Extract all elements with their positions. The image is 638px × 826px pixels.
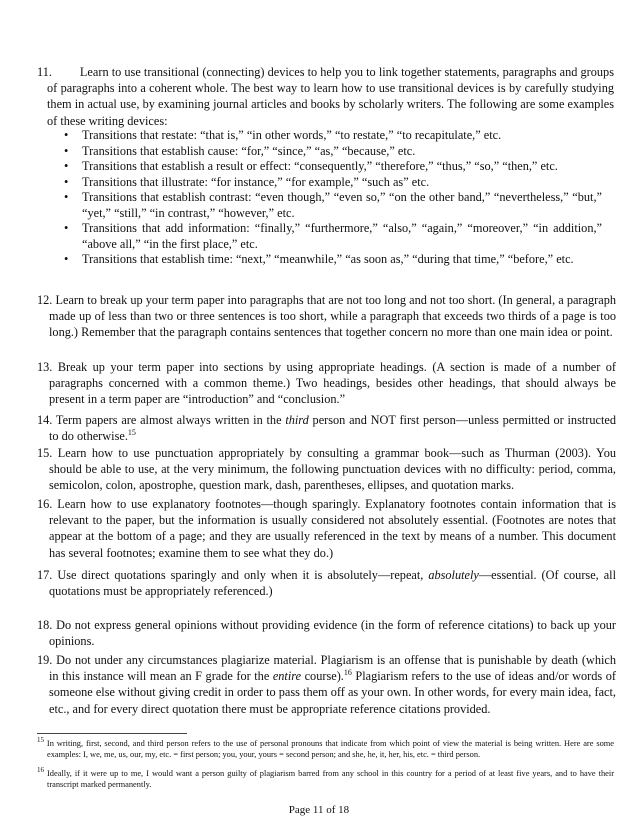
item-11	[37, 64, 614, 129]
item-12: 12. Learn to break up your term paper into paragraphs that are not too long and not too short. (In general, a paragraph made up of less than two or three sentences is too short, while a paragraph that exceeds two thirds of a page is too long.) Remember that the paragraph contains sentences that together concern no more than one main idea or point.	[37, 293, 616, 340]
item-11-number: 11.	[37, 65, 52, 79]
bullet-illustrate: • Transitions that illustrate: “for instance,” “for example,” “such as” etc.	[62, 175, 602, 191]
footnote-ref-16: 16	[343, 668, 352, 678]
item-13: 13. Break up your term paper into sections by using appropriate headings. (A section is made of a number of paragraphs concerned with a common theme.) Two headings, besides other headings, that should always be present in a term paper are “introduction” and “conclusion.”	[37, 360, 616, 407]
item-19: 19. Do not under any circumstances plagiarize material. Plagiarism is an offense that is punishable by death (which in this instance will mean an F grade for the entire course).$^{16}$ Plagiarism refers to the use of ideas and/or words of someone else without giving credit in order to pass them off as your own. In other words, for every main idea, fact, etc., and for every direct quotation there must be appropriate reference citations provided.	[37, 653, 616, 716]
bullet-cause: • Transitions that establish cause: “for,” “since,” “as,” “because,” etc.	[62, 144, 602, 160]
item-14: 14. Term papers are almost always written in the third person and NOT first person—unless permitted or instructed to do otherwise.$^{15}$	[37, 413, 617, 444]
bullet-restate: • Transitions that restate: “that is,” “in other words,” “to restate,” “to recapitulate,” etc.	[62, 128, 602, 144]
footnote-ref-15: 15	[127, 428, 136, 438]
item-11-text: Learn to use transitional (connecting) devices to help you to link together statements, paragraphs and groups of paragraphs into a coherent whole. The best way to learn how to use transitional devices is by carefully studying them in actual use, by examining journal articles and books by scholarly writers. The following are some examples of these writing devices:	[47, 65, 614, 128]
bullet-result: • Transitions that establish a result or effect: “consequently,” “therefore,” “thus,” “so,” “then,” etc.	[62, 159, 602, 175]
item-16: 16. Learn how to use explanatory footnotes—though sparingly. Explanatory footnotes contain information that is relevant to the paper, but the information is usually considered not absolutely essential. (Footnotes are notes that appear at the bottom of a page; and they are usually referenced in the text by means of a number. This document has several footnotes; examine them to see what they do.)	[37, 497, 616, 560]
transition-examples-list	[62, 128, 602, 268]
item-18: 18. Do not express general opinions without providing evidence (in the form of reference citations) to back up your opinions.	[37, 618, 616, 649]
footnote-divider	[37, 733, 187, 734]
bullet-time: • Transitions that establish time: “next,” “meanwhile,” “as soon as,” “during that time,” “before,” etc.	[62, 252, 602, 268]
bullet-contrast: • Transitions that establish contrast: “even though,” “even so,” “on the other band,” “nevertheless,” “but,” “yet,” “still,” “in contrast,” “however,” etc.	[62, 190, 602, 221]
page-number: Page 11 of 18	[288, 804, 350, 816]
footnote-16: $^{16}$ Ideally, if it were up to me, I would want a person guilty of plagiarism barred from any school in this country for a period of at least five years, and to have their transcript marked permanently.	[37, 766, 614, 789]
item-17: 17. Use direct quotations sparingly and only when it is absolutely—repeat, absolutely—essential. (Of course, all quotations must be appropriately referenced.)	[37, 568, 616, 599]
item-15: 15. Learn how to use punctuation appropriately by consulting a grammar book—such as Thurman (2003). You should be able to use, at the very minimum, the following punctuation devices with no difficulty: period, comma, semicolon, colon, apostrophe, question mark, dash, parentheses, ellipses, and quotation marks.	[37, 446, 616, 493]
footnote-15: $^{15}$ In writing, first, second, and third person refers to the use of personal pronouns that indicate from which point of view the material is being written. Here are some examples: I, we, me, us, our, my, etc. = first person; you, your, yours = second person; and she, he, it, her, his, etc. = third person.	[37, 736, 615, 759]
bullet-add-information: • Transitions that add information: “finally,” “furthermore,” “also,” “again,” “moreover,” “in addition,” “above all,” “in the first place,” etc.	[62, 221, 602, 252]
